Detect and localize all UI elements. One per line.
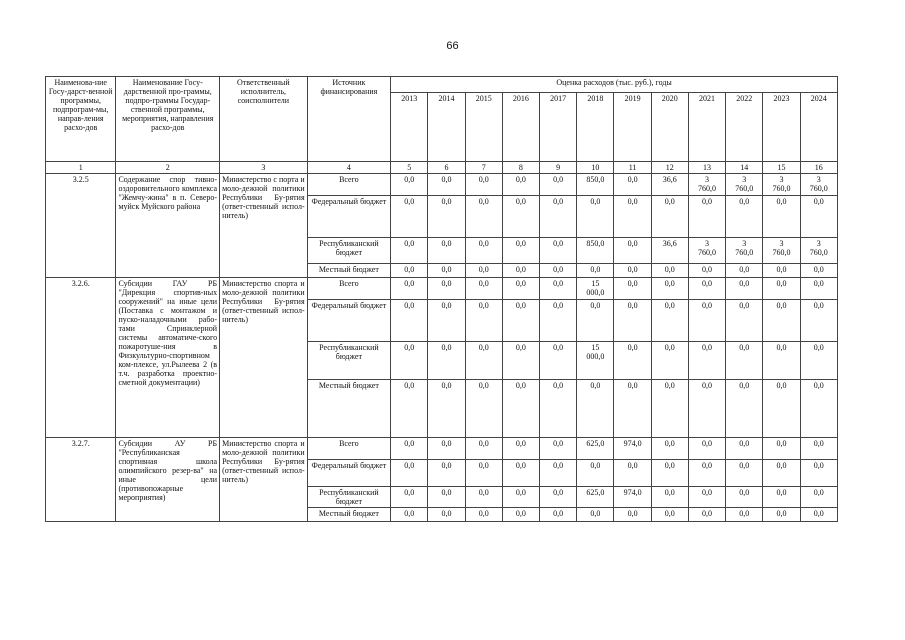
value-cell: 974,0 (614, 438, 651, 460)
header-year-2014: 2014 (428, 93, 465, 162)
value-cell: 974,0 (614, 487, 651, 508)
funding-source: Всего (307, 438, 391, 460)
value-cell: 0,0 (465, 508, 502, 522)
value-cell: 0,0 (428, 342, 465, 380)
table-body (46, 174, 838, 522)
column-number: 13 (688, 162, 725, 174)
table-row (46, 438, 838, 460)
value-cell: 0,0 (502, 238, 539, 264)
value-cell: 0,0 (391, 342, 428, 380)
value-cell: 0,0 (800, 278, 837, 300)
value-cell: 36,6 (651, 174, 688, 196)
value-cell: 0,0 (651, 380, 688, 438)
value-cell: 0,0 (688, 278, 725, 300)
column-number: 10 (577, 162, 614, 174)
value-cell: 0,0 (763, 342, 800, 380)
value-cell: 0,0 (540, 508, 577, 522)
header-year-2024: 2024 (800, 93, 837, 162)
value-cell: 0,0 (577, 300, 614, 342)
value-cell: 0,0 (502, 300, 539, 342)
value-cell: 0,0 (800, 196, 837, 238)
value-cell: 0,0 (391, 300, 428, 342)
item-name: Субсидии АУ РБ "Республиканская спортивная школа олимпийского резер-ва" на иные цели (противопожарные мероприятия) (116, 438, 220, 522)
value-cell: 0,0 (428, 174, 465, 196)
value-cell: 0,0 (465, 380, 502, 438)
value-cell: 0,0 (800, 487, 837, 508)
value-cell: 0,0 (465, 487, 502, 508)
value-cell: 0,0 (540, 174, 577, 196)
value-cell: 0,0 (651, 264, 688, 278)
column-number: 4 (307, 162, 391, 174)
value-cell: 0,0 (428, 238, 465, 264)
value-cell: 0,0 (726, 342, 763, 380)
item-executor: Министерство спорта и моло-дежной политики Республики Бу-рятия (ответ-ственный испол-нитель) (220, 278, 308, 438)
value-cell: 0,0 (428, 300, 465, 342)
value-cell: 0,0 (651, 438, 688, 460)
value-cell: 15 000,0 (577, 342, 614, 380)
value-cell: 0,0 (502, 174, 539, 196)
value-cell: 0,0 (688, 196, 725, 238)
funding-source: Республиканский бюджет (307, 342, 391, 380)
value-cell: 0,0 (391, 438, 428, 460)
value-cell: 0,0 (391, 487, 428, 508)
value-cell: 0,0 (465, 278, 502, 300)
value-cell: 0,0 (726, 380, 763, 438)
funding-source: Федеральный бюджет (307, 460, 391, 487)
column-number: 16 (800, 162, 837, 174)
value-cell: 0,0 (540, 264, 577, 278)
value-cell: 3 760,0 (800, 174, 837, 196)
header-year-2023: 2023 (763, 93, 800, 162)
funding-source: Федеральный бюджет (307, 196, 391, 238)
value-cell: 0,0 (391, 380, 428, 438)
value-cell: 0,0 (428, 380, 465, 438)
value-cell: 850,0 (577, 238, 614, 264)
value-cell: 0,0 (577, 196, 614, 238)
value-cell: 3 760,0 (688, 238, 725, 264)
value-cell: 0,0 (391, 174, 428, 196)
value-cell: 0,0 (428, 487, 465, 508)
value-cell: 0,0 (614, 380, 651, 438)
value-cell: 0,0 (577, 380, 614, 438)
value-cell: 0,0 (540, 438, 577, 460)
value-cell: 0,0 (800, 380, 837, 438)
value-cell: 0,0 (577, 508, 614, 522)
column-number: 8 (502, 162, 539, 174)
funding-source: Республиканский бюджет (307, 487, 391, 508)
expense-table (45, 76, 838, 522)
value-cell: 0,0 (540, 300, 577, 342)
value-cell: 0,0 (614, 278, 651, 300)
value-cell: 0,0 (688, 300, 725, 342)
value-cell: 0,0 (540, 278, 577, 300)
value-cell: 0,0 (502, 438, 539, 460)
value-cell: 0,0 (726, 508, 763, 522)
header-year-2018: 2018 (577, 93, 614, 162)
header-year-2022: 2022 (726, 93, 763, 162)
value-cell: 0,0 (428, 264, 465, 278)
value-cell: 0,0 (540, 487, 577, 508)
column-number: 1 (46, 162, 116, 174)
value-cell: 0,0 (614, 238, 651, 264)
value-cell: 0,0 (614, 460, 651, 487)
value-cell: 0,0 (391, 196, 428, 238)
value-cell: 3 760,0 (688, 174, 725, 196)
header-col4: Источник финансирования (307, 77, 391, 162)
value-cell: 0,0 (800, 264, 837, 278)
header-col1: Наименова-ние Госу-дарст-венной программы, подпрограм-мы, направ-ления расхо-дов (46, 77, 116, 162)
item-code: 3.2.6. (46, 278, 116, 438)
value-cell: 0,0 (800, 300, 837, 342)
item-executor: Министерство с порта и моло-дежной политики Республики Бу-рятия (ответ-ственный испол-нитель) (220, 174, 308, 278)
header-year-2019: 2019 (614, 93, 651, 162)
column-number: 6 (428, 162, 465, 174)
table-header (46, 77, 838, 174)
value-cell: 0,0 (540, 460, 577, 487)
value-cell: 0,0 (428, 508, 465, 522)
funding-source: Местный бюджет (307, 508, 391, 522)
header-year-2015: 2015 (465, 93, 502, 162)
value-cell: 850,0 (577, 174, 614, 196)
value-cell: 0,0 (688, 487, 725, 508)
value-cell: 0,0 (428, 438, 465, 460)
header-year-2021: 2021 (688, 93, 725, 162)
value-cell: 36,6 (651, 238, 688, 264)
value-cell: 0,0 (614, 508, 651, 522)
value-cell: 0,0 (502, 487, 539, 508)
value-cell: 0,0 (763, 487, 800, 508)
value-cell: 0,0 (465, 174, 502, 196)
value-cell: 0,0 (800, 342, 837, 380)
value-cell: 0,0 (540, 342, 577, 380)
funding-source: Всего (307, 174, 391, 196)
value-cell: 0,0 (577, 460, 614, 487)
value-cell: 0,0 (502, 508, 539, 522)
value-cell: 0,0 (726, 460, 763, 487)
value-cell: 0,0 (614, 300, 651, 342)
value-cell: 0,0 (614, 196, 651, 238)
value-cell: 0,0 (651, 300, 688, 342)
column-number: 11 (614, 162, 651, 174)
column-number: 12 (651, 162, 688, 174)
value-cell: 0,0 (688, 380, 725, 438)
header-year-2016: 2016 (502, 93, 539, 162)
value-cell: 0,0 (800, 508, 837, 522)
value-cell: 0,0 (465, 264, 502, 278)
column-number: 7 (465, 162, 502, 174)
value-cell: 0,0 (651, 196, 688, 238)
value-cell: 0,0 (726, 300, 763, 342)
table-row (46, 278, 838, 300)
value-cell: 0,0 (465, 460, 502, 487)
value-cell: 0,0 (614, 264, 651, 278)
value-cell: 0,0 (763, 438, 800, 460)
value-cell: 0,0 (651, 487, 688, 508)
value-cell: 3 760,0 (800, 238, 837, 264)
value-cell: 0,0 (726, 278, 763, 300)
value-cell: 0,0 (763, 264, 800, 278)
value-cell: 0,0 (540, 380, 577, 438)
value-cell: 0,0 (726, 264, 763, 278)
value-cell: 0,0 (428, 460, 465, 487)
item-name: Содержание спор тивно-оздоровительного комплекса "Жемчу-жина" в п. Северо-муйск Муйского района (116, 174, 220, 278)
header-col2: Наименование Госу-дарственной про-граммы, подпро-граммы Государ-ственной программы, мероприятия, направления расхо-дов (116, 77, 220, 162)
value-cell: 0,0 (502, 460, 539, 487)
value-cell: 0,0 (540, 238, 577, 264)
funding-source: Местный бюджет (307, 264, 391, 278)
value-cell: 15 000,0 (577, 278, 614, 300)
value-cell: 0,0 (502, 196, 539, 238)
value-cell: 0,0 (428, 196, 465, 238)
value-cell: 0,0 (726, 196, 763, 238)
value-cell: 0,0 (763, 300, 800, 342)
value-cell: 0,0 (540, 196, 577, 238)
value-cell: 0,0 (465, 238, 502, 264)
column-number: 14 (726, 162, 763, 174)
value-cell: 0,0 (651, 460, 688, 487)
value-cell: 0,0 (502, 264, 539, 278)
value-cell: 0,0 (763, 196, 800, 238)
value-cell: 0,0 (651, 508, 688, 522)
item-code: 3.2.7. (46, 438, 116, 522)
value-cell: 0,0 (391, 238, 428, 264)
value-cell: 0,0 (502, 342, 539, 380)
value-cell: 0,0 (688, 342, 725, 380)
page-number: 66 (446, 40, 459, 52)
funding-source: Всего (307, 278, 391, 300)
value-cell: 0,0 (763, 278, 800, 300)
value-cell: 3 760,0 (726, 238, 763, 264)
value-cell: 0,0 (726, 487, 763, 508)
column-number: 9 (540, 162, 577, 174)
value-cell: 0,0 (651, 342, 688, 380)
table-row (46, 174, 838, 196)
column-number: 2 (116, 162, 220, 174)
column-number: 15 (763, 162, 800, 174)
value-cell: 0,0 (428, 278, 465, 300)
column-number: 5 (391, 162, 428, 174)
value-cell: 0,0 (688, 460, 725, 487)
value-cell: 0,0 (614, 174, 651, 196)
value-cell: 0,0 (465, 342, 502, 380)
value-cell: 625,0 (577, 487, 614, 508)
header-column-numbers-row (46, 162, 838, 174)
value-cell: 0,0 (465, 196, 502, 238)
value-cell: 0,0 (726, 438, 763, 460)
item-code: 3.2.5 (46, 174, 116, 278)
item-executor: Министерство спорта и моло-дежной политики Республики Бу-рятия (ответ-ственный испол-нитель) (220, 438, 308, 522)
value-cell: 0,0 (502, 278, 539, 300)
column-number: 3 (220, 162, 308, 174)
header-year-2017: 2017 (540, 93, 577, 162)
value-cell: 0,0 (800, 438, 837, 460)
value-cell: 3 760,0 (726, 174, 763, 196)
value-cell: 0,0 (614, 342, 651, 380)
header-col3: Ответственный исполнитель, соисполнители (220, 77, 308, 162)
value-cell: 0,0 (688, 508, 725, 522)
value-cell: 0,0 (391, 264, 428, 278)
funding-source: Республиканский бюджет (307, 238, 391, 264)
value-cell: 0,0 (465, 438, 502, 460)
value-cell: 0,0 (577, 264, 614, 278)
value-cell: 3 760,0 (763, 238, 800, 264)
header-estimate: Оценка расходов (тыс. руб.), годы (391, 77, 838, 93)
header-year-2013: 2013 (391, 93, 428, 162)
value-cell: 0,0 (391, 278, 428, 300)
funding-source: Местный бюджет (307, 380, 391, 438)
value-cell: 0,0 (391, 460, 428, 487)
value-cell: 0,0 (391, 508, 428, 522)
value-cell: 0,0 (502, 380, 539, 438)
value-cell: 0,0 (763, 508, 800, 522)
header-year-2020: 2020 (651, 93, 688, 162)
value-cell: 0,0 (763, 380, 800, 438)
value-cell: 0,0 (465, 300, 502, 342)
value-cell: 0,0 (688, 264, 725, 278)
value-cell: 0,0 (651, 278, 688, 300)
value-cell: 3 760,0 (763, 174, 800, 196)
value-cell: 0,0 (800, 460, 837, 487)
funding-source: Федеральный бюджет (307, 300, 391, 342)
value-cell: 625,0 (577, 438, 614, 460)
value-cell: 0,0 (763, 460, 800, 487)
value-cell: 0,0 (688, 438, 725, 460)
item-name: Субсидии ГАУ РБ "Дирекция спортив-ных сооружений" на иные цели (Поставка с монтажом и пуско-наладочными рабо-тами Спринклерной системы автоматиче-ского пожаротуше-ния в Физкультурно-спортивном ком-плексе, ул.Рылеева 2 (в т.ч. разработка проектно-сметной документации) (116, 278, 220, 438)
